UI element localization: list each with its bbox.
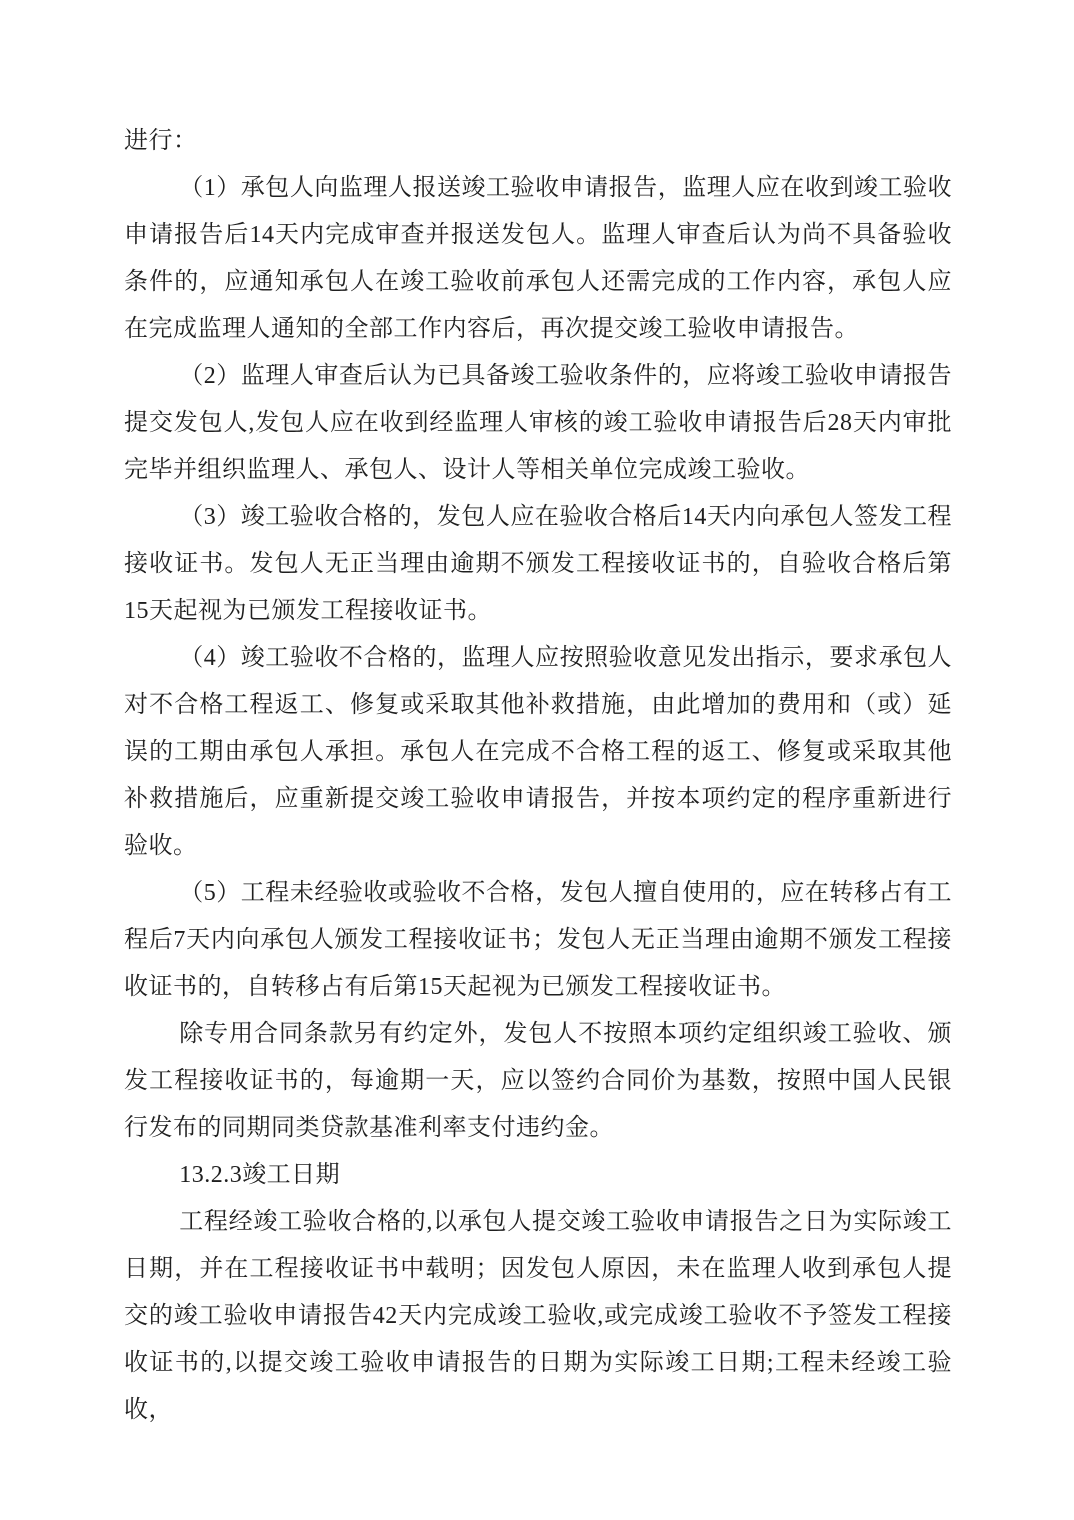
clause-item-1: （1）承包人向监理人报送竣工验收申请报告，监理人应在收到竣工验收申请报告后14天内完成审查并报送发包人。监理人审查后认为尚不具备验收条件的，应通知承包人在竣工验收前承包人还需完成的工作内容，承包人应在完成监理人通知的全部工作内容后，再次提交竣工验收申请报告。: [124, 175, 952, 342]
clause-item-3: （3）竣工验收合格的，发包人应在验收合格后14天内向承包人签发工程接收证书。发包人无正当理由逾期不颁发工程接收证书的，自验收合格后第15天起视为已颁发工程接收证书。: [124, 504, 952, 624]
clause-item-5: （5）工程未经验收或验收不合格，发包人擅自使用的，应在转移占有工程后7天内向承包人颁发工程接收证书；发包人无正当理由逾期不颁发工程接收证书的，自转移占有后第15天起视为已颁发工程接收证书。: [124, 880, 952, 1000]
paragraph-continuation: 进行：: [124, 128, 198, 154]
section-heading-13-2-3: 13.2.3竣工日期: [179, 1162, 341, 1188]
clause-item-2: （2）监理人审查后认为已具备竣工验收条件的，应将竣工验收申请报告提交发包人,发包人应在收到经监理人审核的竣工验收申请报告后28天内审批完毕并组织监理人、承包人、设计人等相关单位完成竣工验收。: [124, 363, 952, 483]
clause-item-4: （4）竣工验收不合格的，监理人应按照验收意见发出指示，要求承包人对不合格工程返工、修复或采取其他补救措施，由此增加的费用和（或）延误的工期由承包人承担。承包人在完成不合格工程的返工、修复或采取其他补救措施后，应重新提交竣工验收申请报告，并按本项约定的程序重新进行验收。: [124, 645, 952, 859]
paragraph-completion-date: 工程经竣工验收合格的,以承包人提交竣工验收申请报告之日为实际竣工日期，并在工程接收证书中载明；因发包人原因，未在监理人收到承包人提交的竣工验收申请报告42天内完成竣工验收,或完成竣工验收不予签发工程接收证书的,以提交竣工验收申请报告的日期为实际竣工日期;工程未经竣工验收，: [124, 1209, 952, 1423]
paragraph-penalty-terms: 除专用合同条款另有约定外，发包人不按照本项约定组织竣工验收、颁发工程接收证书的，每逾期一天，应以签约合同价为基数，按照中国人民银行发布的同期同类贷款基准利率支付违约金。: [124, 1021, 952, 1141]
document-body: [124, 118, 952, 1434]
